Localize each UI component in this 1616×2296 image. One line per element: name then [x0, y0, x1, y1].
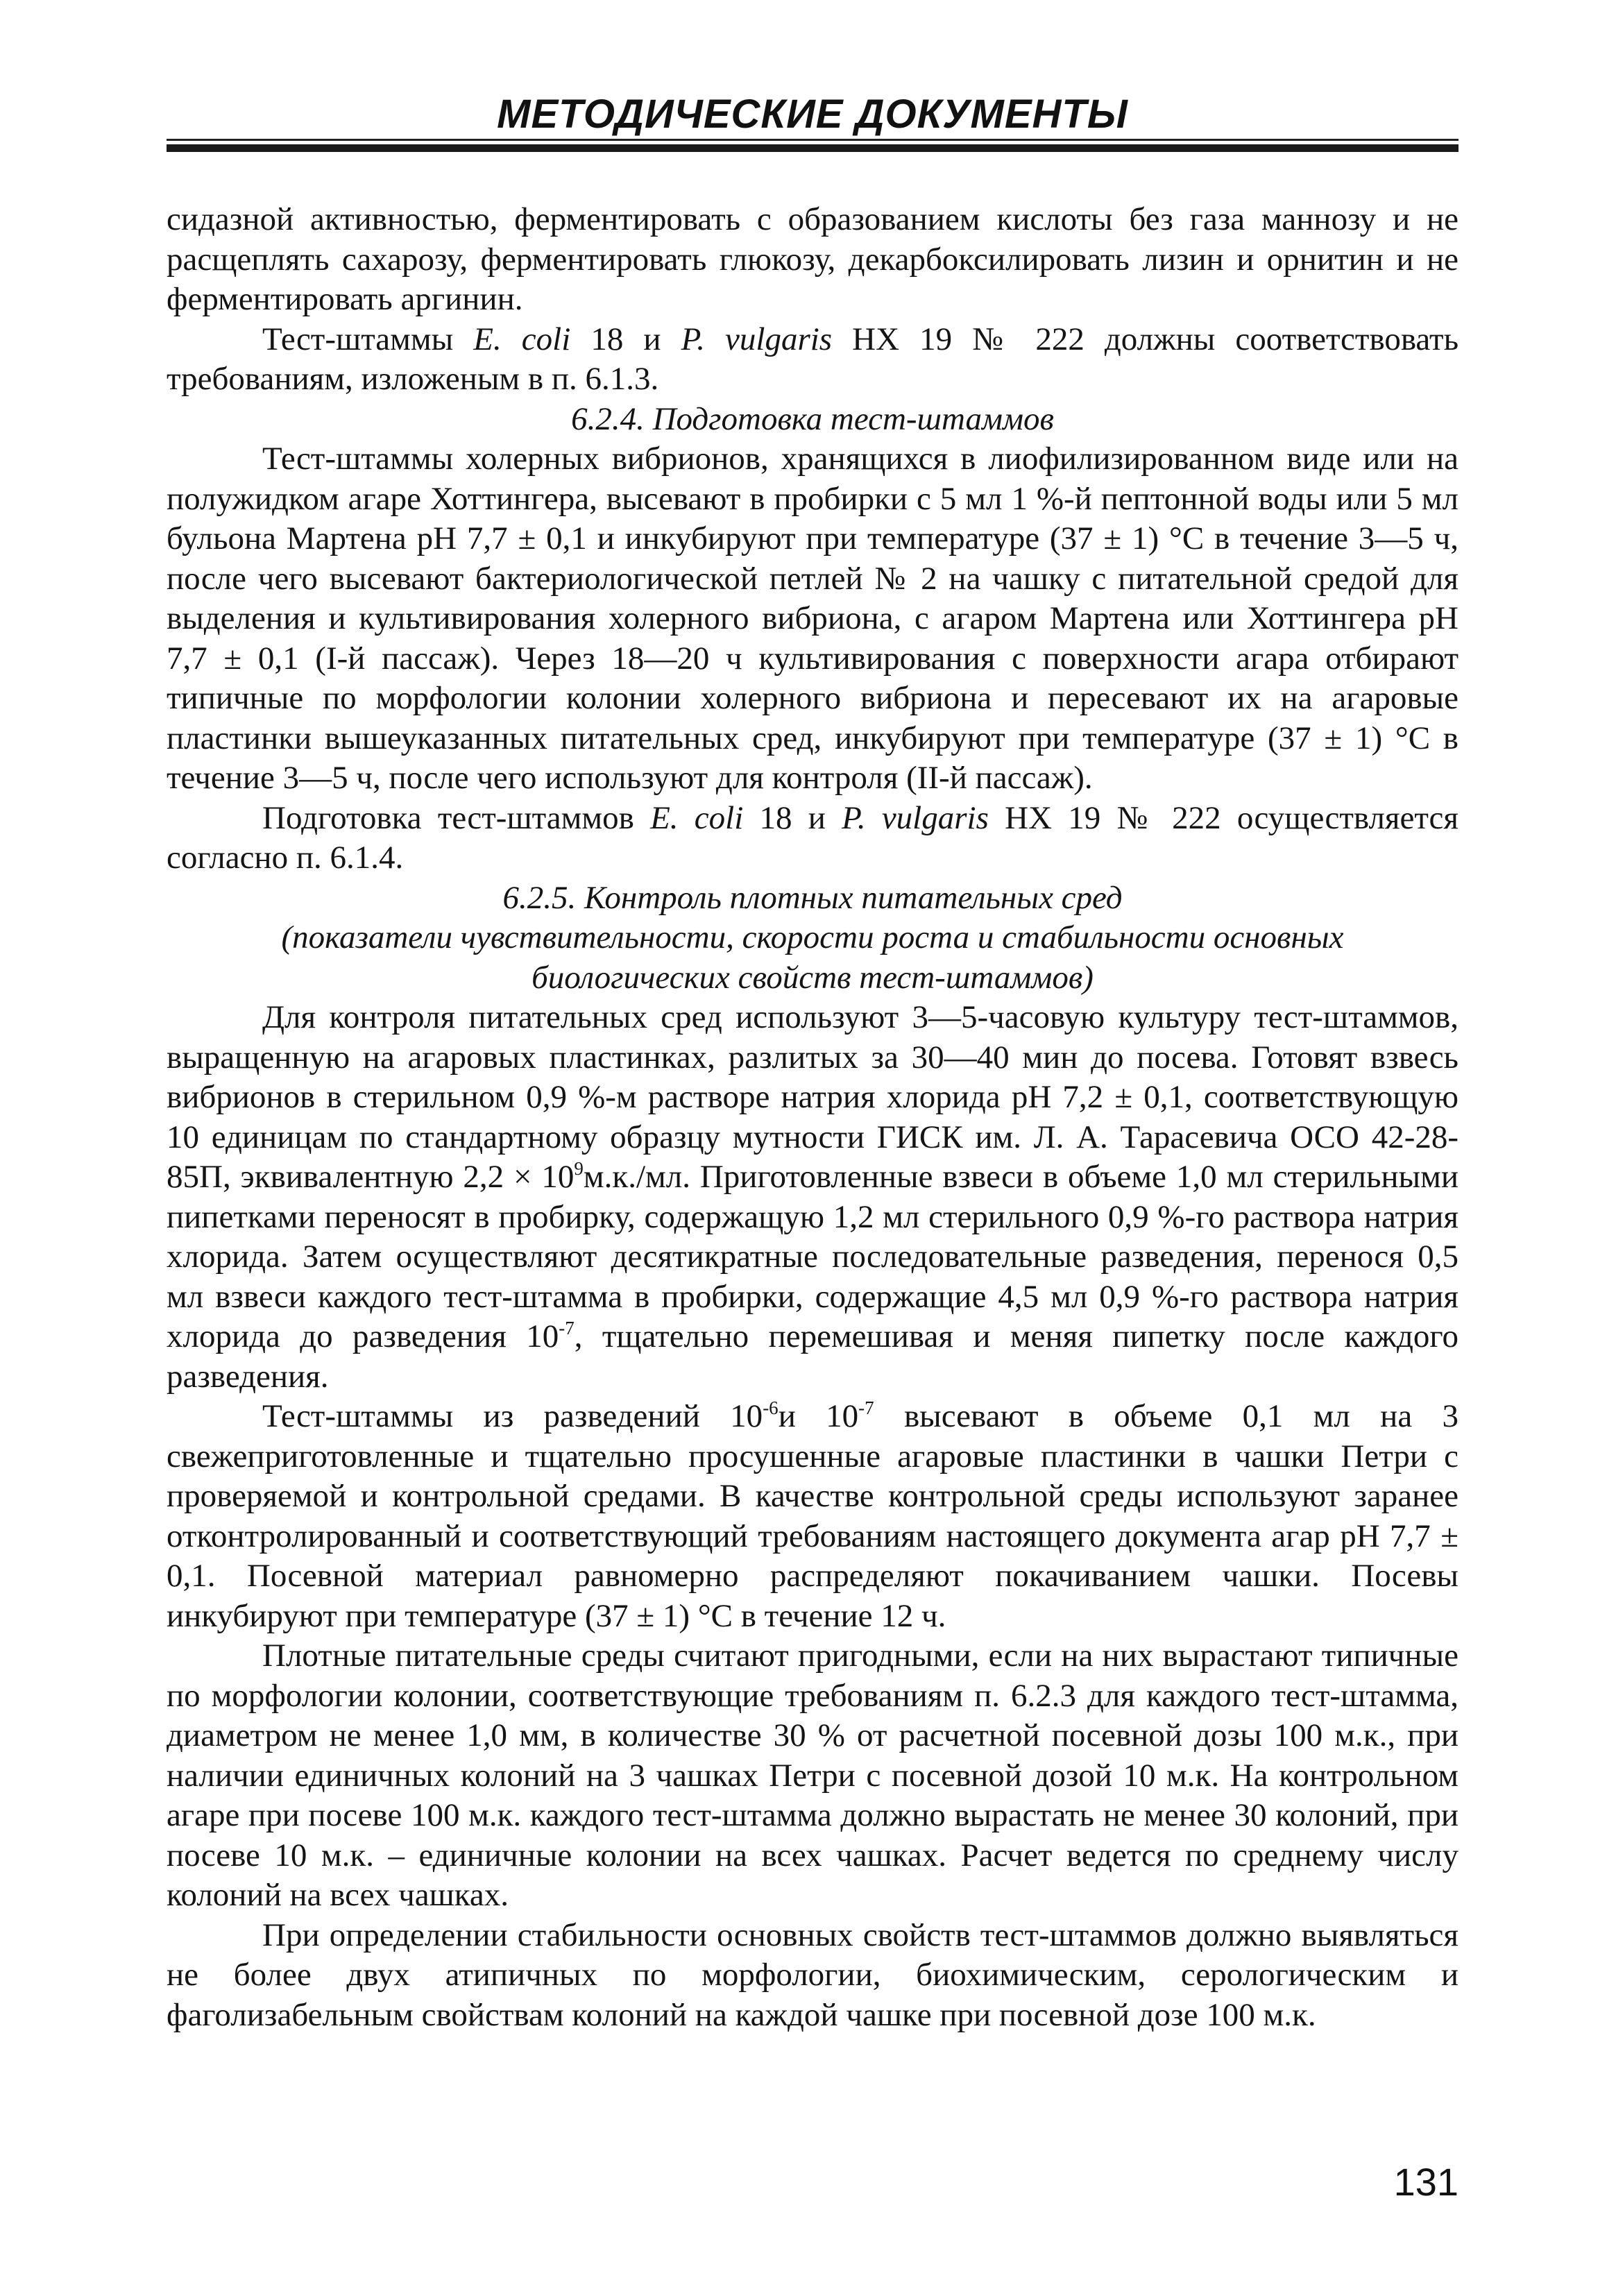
organism-name: E. coli [473, 321, 571, 357]
body-text [167, 200, 1458, 2035]
document-page [167, 0, 1458, 2296]
header-rule-thin [167, 139, 1458, 141]
paragraph-ecoli-preparation: Подготовка тест-штаммов E. coli 18 и P. vulgaris НХ 19 № 222 осуществляется согласно п. 6.1.4. [167, 799, 1459, 876]
page-number: 131 [1393, 2160, 1458, 2204]
paragraph-cholera-strains-preparation: Тест-штаммы холерных вибрионов, хранящихся в лиофилизированном виде или на полужидком агаре Хоттингера, высевают в пробирки с 5 мл 1 %-й пептонной воды или 5 мл бульона Мартена рН 7,7 ± 0,1 и инкубируют при температуре (37 ± 1) °С в течение 3—5 ч, после чего высевают бактериологической петлей № 2 на чашку с питательной средой для выделения и культивирования холерного вибриона, с агаром Мартена или Хоттингера рН 7,7 ± 0,1 (I-й пассаж). Через 18—20 ч культивирования с поверхности агара отбирают типичные по морфологии колонии холерного вибриона и пересевают их на агаровые пластинки вышеуказанных питательных сред, инкубируют при температуре (37 ± 1) °С в течение 3—5 ч, после чего используют для контроля (II-й пассаж). [167, 441, 1458, 796]
running-header [167, 89, 1458, 155]
section-heading-6-2-4: 6.2.4. Подготовка тест-штаммов [571, 400, 1054, 437]
header-rule-thick [167, 144, 1458, 152]
header-title: МЕТОДИЧЕСКИЕ ДОКУМЕНТЫ [497, 92, 1128, 137]
organism-name: P. vulgaris [842, 799, 989, 836]
paragraph-suitability-criteria: Плотные питательные среды считают пригодными, если на них вырастают типичные по морфологии колонии, соответствующие требованиям п. 6.2.3 для каждого тест-штамма, диаметром не менее 1,0 мм, в количестве 30 % от расчетной посевной дозы 100 м.к., при наличии единичных колоний на 3 чашках Петри с посевной дозой 10 м.к. На контрольном агаре при посеве 100 м.к. каждого тест-штамма должно вырастать не менее 30 колоний, при посеве 10 м.к. – единичные колонии на всех чашках. Расчет ведется по среднему числу колоний на всех чашках. [167, 1638, 1458, 1913]
superscript: 9 [574, 1158, 584, 1179]
superscript: -7 [858, 1397, 874, 1418]
section-heading-line: 6.2.5. Контроль плотных питательных сред [502, 879, 1123, 916]
paragraph-continuation: сидазной активностью, ферментировать с образованием кислоты без газа маннозу и не расщеплять сахарозу, ферментировать глюкозу, декарбоксилировать лизин и орнитин и не ферментировать аргинин. [167, 201, 1458, 317]
section-heading-6-2-5 [167, 878, 1458, 998]
superscript: -6 [763, 1397, 779, 1418]
paragraph-test-strains-requirements: Тест-штаммы E. coli 18 и P. vulgaris НХ 19 № 222 должны соответствовать требованиям, изложеным в п. 6.1.3. [167, 321, 1459, 397]
superscript: -7 [559, 1318, 575, 1338]
paragraph-media-control: Для контроля питательных сред используют 3—5-часовую культуру тест-штаммов, выращенную на агаровых пластинках, разлитых за 30—40 мин до посева. Готовят взвесь вибрионов в стерильном 0,9 %-м растворе натрия хлорида рН 7,2 ± 0,1, соответствующую 10 единицам по стандартному образцу мутности ГИСК им. Л. А. Тарасевича ОСО 42-28-85П, эквивалентную $2,2 \times 10^9м.к./мл$. Приготовленные взвеси в объеме 1,0 мл стерильными пипетками переносят в пробирку, содержащую 1,2 мл стерильного 0,9 %-го раствора натрия хлорида. Затем осуществляют десятикратные последовательные разведения, перенося 0,5 мл взвеси каждого тест-штамма в пробирки, содержащие 4,5 мл 0,9 %-го раствора натрия хлорида до разведения $10^{-7}$, тщательно перемешивая и меняя пипетку после каждого разведения. [167, 999, 1458, 1395]
section-heading-line: биологических свойств тест-штаммов) [531, 959, 1094, 996]
paragraph-stability-criteria: При определении стабильности основных свойств тест-штаммов должно выявляться не более двух атипичных по морфологии, биохимическим, серологическим и фаголизабельным свойствам колоний на каждой чашке при посевной дозе 100 м.к. [167, 1916, 1458, 2033]
paragraph-dilutions-seeding: Тест-штаммы из разведений $10^{-6}и$ $10^{-7}$ высевают в объеме 0,1 мл на 3 свежеприготовленные и тщательно просушенные агаровые пластинки в чашки Петри с проверяемой и контрольной средами. В качестве контрольной среды используют заранее отконтролированный и соответствующий требованиям настоящего документа агар рН 7,7 ± 0,1. Посевной материал равномерно распределяют покачиванием чашки. Посевы инкубируют при температуре (37 ± 1) °С в течение 12 ч. [167, 1397, 1458, 1634]
section-heading-line: (показатели чувствительности, скорости роста и стабильности основных [281, 919, 1344, 955]
organism-name: E. coli [650, 799, 744, 836]
organism-name: P. vulgaris [681, 321, 833, 357]
